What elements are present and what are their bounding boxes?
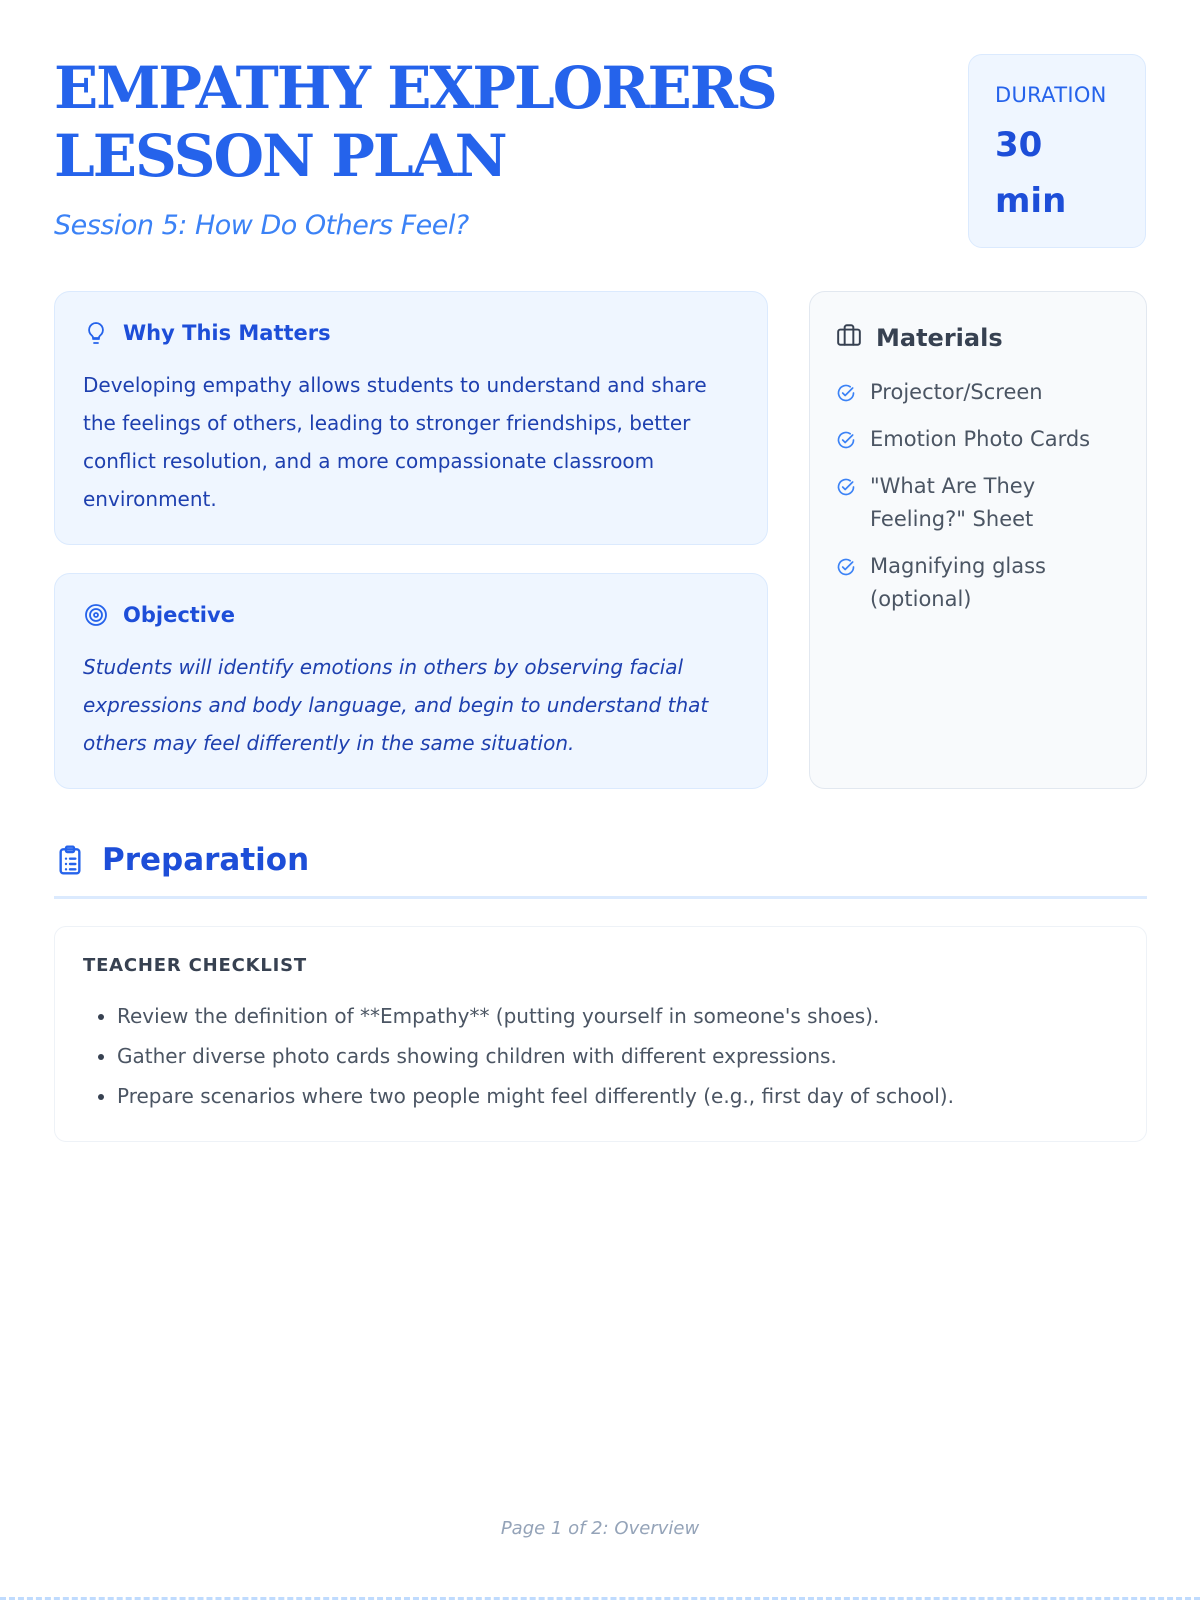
check-circle-icon	[836, 557, 856, 577]
objective-card	[54, 573, 768, 789]
header	[54, 54, 964, 241]
check-circle-icon	[836, 477, 856, 497]
checklist-item: • Prepare scenarios where two people might feel differently (e.g., first day of school).	[117, 1076, 1118, 1116]
objective-heading: Objective	[123, 603, 235, 627]
materials-list	[836, 376, 1120, 616]
materials-item-label: Emotion Photo Cards	[870, 427, 1091, 451]
page-footer: Page 1 of 2: Overview	[500, 1518, 700, 1539]
page-subtitle: Session 5: How Do Others Feel?	[54, 210, 469, 241]
briefcase-icon	[836, 322, 862, 354]
materials-heading: Materials	[876, 324, 1003, 352]
lightbulb-icon	[83, 320, 109, 346]
duration-value: 30 min	[995, 125, 1067, 221]
objective-heading-row	[83, 602, 739, 628]
materials-item	[836, 470, 1120, 536]
teacher-checklist-card	[54, 926, 1147, 1142]
materials-item-label: Projector/Screen	[870, 380, 1043, 404]
preparation-heading-row	[54, 842, 1147, 899]
materials-item	[836, 423, 1120, 456]
check-circle-icon	[836, 383, 856, 403]
materials-item-label: "What Are They Feeling?" Sheet	[870, 474, 1036, 531]
checklist-item: • Review the definition of **Empathy** (putting yourself in someone's shoes).	[117, 996, 1118, 1036]
checklist-item: • Gather diverse photo cards showing children with different expressions.	[117, 1036, 1118, 1076]
materials-item	[836, 550, 1120, 616]
checklist-title: TEACHER CHECKLIST	[83, 955, 307, 976]
duration-label: DURATION	[995, 83, 1107, 107]
materials-heading-row	[836, 322, 1120, 354]
check-circle-icon	[836, 430, 856, 450]
checklist	[83, 996, 1118, 1116]
page-title: EMPATHY EXPLORERS LESSON PLAN	[54, 54, 776, 190]
materials-card	[809, 291, 1147, 789]
why-heading: Why This Matters	[123, 321, 331, 345]
duration-card	[968, 54, 1146, 248]
materials-item	[836, 376, 1120, 409]
clipboard-icon	[54, 842, 86, 882]
why-heading-row	[83, 320, 739, 346]
preparation-heading: Preparation	[102, 842, 310, 878]
materials-item-label: Magnifying glass (optional)	[870, 554, 1046, 611]
objective-body: Students will identify emotions in others by observing facial expressions and body language, and begin to understand that others may feel differently in the same situation.	[83, 655, 709, 755]
target-icon	[83, 602, 109, 628]
why-body: Developing empathy allows students to understand and share the feelings of others, leading to stronger friendships, better conflict resolution, and a more compassionate classroom environment.	[83, 373, 707, 511]
why-this-matters-card	[54, 291, 768, 545]
